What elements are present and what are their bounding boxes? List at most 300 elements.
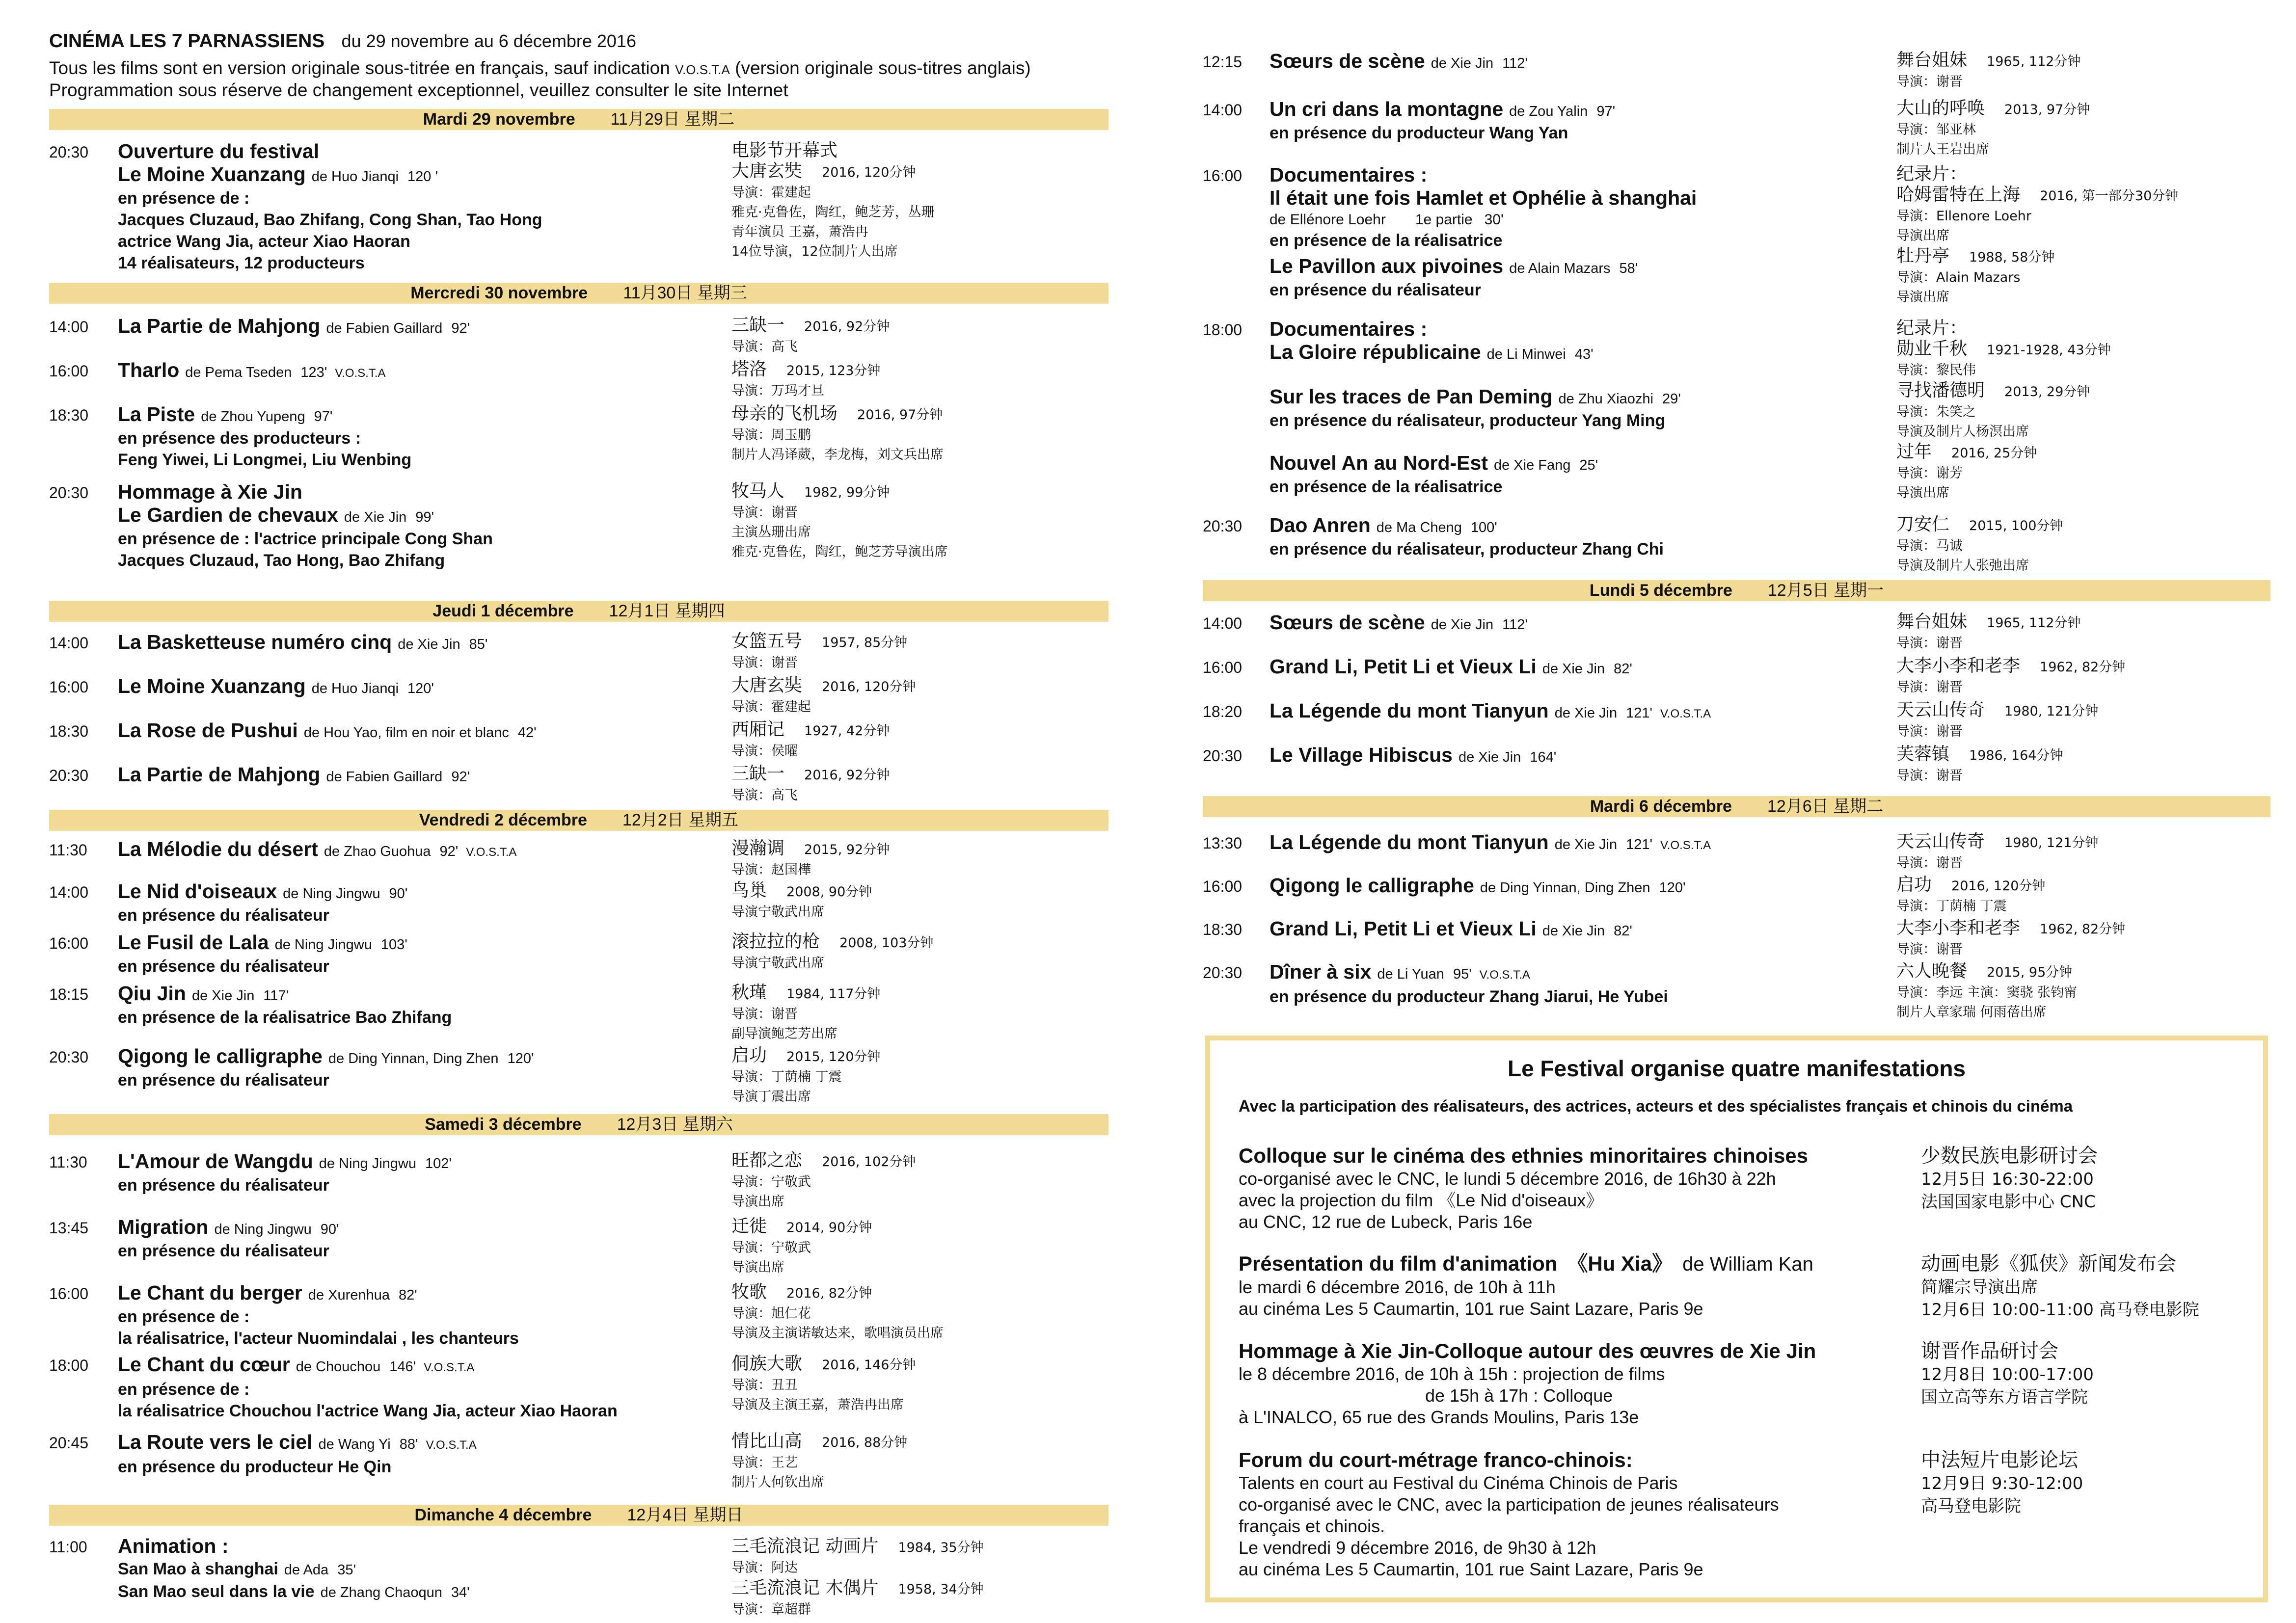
zh-title: 鸟巢 [731,880,767,901]
guest-line: la réalisatrice, l'acteur Nuomindalai , les chanteurs [118,1329,519,1348]
screening-time: 16:00 [49,678,89,696]
zh-director: 导演：马诚 [1896,538,1963,554]
film-length: 97' [1596,104,1616,119]
zh-title: 大李小李和老李 [1896,918,2021,938]
event-line: co-organisé avec le CNC, le lundi 5 décembre 2016, de 16h30 à 22h [1239,1169,1776,1189]
screening-time: 18:20 [1203,703,1243,720]
screening-time: 14:00 [1203,614,1243,632]
event-line-zh: 高马登电影院 [1921,1496,2021,1516]
film-director: de Ellénore Loehr [1270,212,1386,228]
zh-title: 秋瑾 [731,983,767,1003]
zh-meta: 2013, 29分钟 [2004,384,2090,399]
guest-line: en présence du producteur He Qin [118,1458,392,1476]
event-title: Hommage à Xie Jin [118,480,302,503]
film-director: de Xie Jin [191,988,255,1004]
film-length: 120 ' [407,169,438,185]
zh-guests: 导演出席 [731,1260,784,1275]
day-header-thu-1 [49,601,1108,622]
film-title: Le Village Hibiscus [1270,744,1453,766]
zh-title: 寻找潘德明 [1896,380,1985,400]
day-header-wed-30 [49,283,1108,304]
screening-zh [731,140,1124,262]
guest-line: en présence du réalisateur, producteur Zhang Chi [1270,540,1664,559]
zh-guests: 导演宁敬武出席 [731,905,824,920]
zh-meta: 1988, 58分钟 [1969,250,2055,265]
day-label-zh: 12月5日 星期一 [1767,581,1884,600]
zh-meta: 1962, 82分钟 [2040,922,2126,937]
event-line: Le vendredi 9 décembre 2016, de 9h30 à 12h [1239,1538,1596,1558]
header-line-2 [49,57,1108,80]
zh-director: 导演：旭仁花 [731,1306,811,1321]
zh-director: 导演：谢晋 [1896,942,1963,957]
guest-line: en présence du producteur Zhang Jiarui, He Yubei [1270,987,1668,1006]
film-director: de Hou Yao, film en noir et blanc [303,725,509,741]
film-length: 30' [1484,212,1504,228]
zh-director: 导演：Alain Mazars [1896,270,2021,285]
film-title: Le Chant du cœur [118,1353,290,1376]
film-director: de Ding Yinnan, Ding Zhen [1480,880,1650,896]
zh-title: 天云山传奇 [1896,831,1985,851]
film-title: La Partie de Mahjong [118,315,321,337]
film-length: 164' [1530,749,1557,765]
event-heading: Présentation du film d'animation [1239,1252,1558,1275]
film-length: 112' [1502,617,1528,633]
event-line-zh: 法国国家电影中心 CNC [1921,1192,2096,1212]
guest-line: en présence du réalisateur [118,1176,329,1195]
zh-guests: 雅克·克鲁佐，陶红，鲍芝芳，丛珊 [731,205,935,220]
zh-title: 勋业千秋 [1896,339,1968,359]
event-film: 《Hu Xia》 [1567,1252,1673,1275]
zh-director: 导演：万玛才旦 [731,383,824,399]
zh-guests: 导演及制片人杨溟出席 [1896,424,2029,439]
screening-time: 20:30 [49,1048,89,1066]
guest-line: Jacques Cluzaud, Bao Zhifang, Cong Shan, Tao Hong [118,211,542,229]
film-length: 120' [507,1051,534,1066]
screening-time: 18:30 [49,406,89,424]
film-part: 1e partie [1415,212,1473,228]
zh-meta: 2016, 146分钟 [822,1357,916,1373]
film-length: 100' [1470,520,1497,535]
zh-director: 导演：王艺 [731,1455,798,1470]
zh-guests: 主演丛珊出席 [731,525,811,540]
zh-guests: 青年演员 王嘉，萧浩冉 [731,224,868,239]
film-title: Sœurs de scène [1270,611,1425,634]
zh-meta: 1921-1928, 43分钟 [1987,343,2111,358]
event-line-zh: 12月9日 9:30-12:00 [1921,1474,2083,1493]
screening-time: 14:00 [1203,101,1243,119]
screening-time: 20:30 [49,143,89,161]
film-length: 88' [399,1437,418,1452]
film-director: de Xie Jin [1554,705,1618,721]
zh-director: 导演：丁荫楠 丁震 [731,1069,842,1085]
zh-title: 塔洛 [731,359,767,379]
zh-title: 大李小李和老李 [1896,656,2021,676]
guest-line: en présence de la réalisatrice [1270,478,1503,496]
day-label-fr: Mardi 6 décembre [1590,797,1732,816]
film-length: 34' [451,1585,470,1600]
zh-director: 导演：李远 主演：窦骁 张钧甯 [1896,985,2078,1000]
film-title: Le Gardien de chevaux [118,504,338,526]
film-director: de Ding Yinnan, Ding Zhen [328,1051,499,1066]
zh-title: 三毛流浪记 动画片 [731,1536,879,1556]
film-director: de Li Minwei [1486,346,1566,362]
zh-meta: 2016, 97分钟 [857,407,943,423]
zh-director: 导演：丁荫楠 丁震 [1896,899,2007,914]
zh-guests: 制片人冯译葳，李龙梅，刘文兵出席 [731,447,944,462]
guest-line: en présence du réalisateur [1270,281,1481,299]
screening-time: 14:00 [49,883,89,901]
event-line: français et chinois. [1239,1516,1385,1536]
event-line: au CNC, 12 rue de Lubeck, Paris 16e [1239,1212,1533,1232]
zh-meta: 2015, 123分钟 [786,363,881,378]
zh-title: 大山的呼唤 [1896,98,1985,118]
zh-director: 导演：Ellenore Loehr [1896,209,2031,224]
film-director: de Ada [284,1562,329,1578]
event-line: de 15h à 17h : Colloque [1425,1385,1613,1406]
zh-meta: 2015, 100分钟 [1969,518,2063,533]
box-subtitle: Avec la participation des réalisateurs, des actrices, acteurs et des spécialistes français et chinois du cinéma [1239,1097,2073,1115]
screening-time: 16:00 [1203,167,1243,185]
zh-meta: 1965, 112分钟 [1987,615,2081,631]
zh-meta: 1982, 99分钟 [804,485,890,500]
screening-time: 13:45 [49,1219,89,1237]
cinema-title: CINÉMA LES 7 PARNASSIENS [49,30,325,52]
zh-title: 迁徙 [731,1216,767,1236]
zh-director: 导演：丑丑 [731,1378,798,1393]
film-title: Qiu Jin [118,982,186,1005]
vosta-tag: V.O.S.T.A [675,62,730,77]
zh-meta: 2016, 82分钟 [786,1286,872,1301]
zh-director: 导演：谢晋 [1896,636,1963,651]
header-line-1 [49,30,1108,52]
film-length: 85' [469,637,488,652]
zh-guests: 导演出席 [1896,228,1949,243]
zh-event: 电影节开幕式 [731,140,838,160]
film-length: 121' [1626,837,1652,852]
zh-meta: 2015, 95分钟 [1987,965,2073,980]
film-length: 90' [320,1222,339,1237]
film-director: de Zou Yalin [1509,104,1588,119]
film-title: San Mao seul dans la vie [118,1582,315,1601]
zh-title: 舞台姐妹 [1896,612,1968,632]
day-label-fr: Samedi 3 décembre [425,1115,582,1134]
film-length: 92' [451,769,470,785]
zh-title: 女篮五号 [731,631,803,651]
film-title: Le Fusil de Lala [118,931,269,954]
film-length: 82' [398,1287,417,1303]
day-label-fr: Vendredi 2 décembre [419,811,587,829]
event-line: le 8 décembre 2016, de 10h à 15h : projection de films [1239,1364,1665,1384]
event-heading-zh: 少数民族电影研讨会 [1921,1144,2098,1167]
film-title: La Partie de Mahjong [118,763,321,786]
zh-meta: 1965, 112分钟 [1987,54,2081,69]
film-director: de Huo Jianqi [311,681,399,696]
day-header-sun-4 [49,1505,1108,1526]
zh-meta: 2008, 90分钟 [786,884,872,900]
header-line-3: Programmation sous réserve de changement exceptionnel, veuillez consulter le site Internet [49,80,788,100]
film-length: 42' [517,725,537,741]
film-title: La Piste [118,403,195,426]
zh-director: 导演：谢芳 [1896,466,1963,481]
zh-meta: 2016, 第一部分30分钟 [2040,188,2179,204]
film-director: de Li Yuan [1377,966,1444,982]
zh-title: 西厢记 [731,719,785,740]
day-label-zh: 11月29日 星期二 [610,110,735,129]
film-director: de Chouchou [296,1359,381,1375]
zh-title: 刀安仁 [1896,514,1950,534]
festival-events-box [1205,1036,2268,1602]
event-heading: Hommage à Xie Jin-Colloque autour des œuvres de Xie Jin [1239,1339,1816,1362]
screening-time: 11:30 [49,1153,87,1171]
film-length: 43' [1574,346,1594,362]
screening-time: 20:30 [49,767,89,784]
film-director: de Xie Jin [1458,749,1521,765]
zh-guests: 导演出席 [1896,485,1949,501]
film-title: La Gloire républicaine [1270,341,1481,363]
zh-director: 导演：黎民伟 [1896,363,1976,378]
zh-director: 导演：谢晋 [731,1007,798,1022]
zh-meta: 2015, 92分钟 [804,842,890,857]
zh-meta: 1984, 35分钟 [898,1540,984,1555]
zh-director: 导演：谢晋 [1896,855,1963,871]
film-length: 82' [1614,661,1632,677]
film-title: Un cri dans la montagne [1270,98,1504,120]
film-title: L'Amour de Wangdu [118,1150,313,1172]
zh-title: 牧歌 [731,1282,767,1302]
screening-time: 12:15 [1203,53,1243,71]
film-title: Qigong le calligraphe [1270,874,1474,897]
day-label-fr: Lundi 5 décembre [1589,581,1732,600]
guest-line: en présence du réalisateur [118,957,329,976]
day-label-fr: Jeudi 1 décembre [432,602,574,620]
guest-line: en présence du réalisateur [118,1071,329,1090]
film-director: de Zhao Guohua [324,844,431,859]
zh-director: 导演：谢晋 [1896,768,1963,783]
zh-title: 启功 [731,1045,767,1065]
zh-meta: 1980, 121分钟 [2004,704,2099,719]
day-label-zh: 12月4日 星期日 [627,1506,743,1524]
screening-time: 20:30 [1203,964,1243,982]
screening-time: 20:45 [49,1434,89,1452]
zh-title: 牡丹亭 [1896,246,1950,266]
film-length: 103' [380,937,407,953]
film-title: Migration [118,1216,209,1238]
zh-meta: 2008, 103分钟 [839,935,934,951]
zh-director: 导演：谢晋 [1896,74,1963,89]
zh-meta: 2016, 92分钟 [804,768,890,783]
film-length: 82' [1614,923,1632,939]
screening-time: 20:30 [49,484,89,502]
zh-title: 天云山传奇 [1896,700,1985,720]
event-line-zh: 简耀宗导演出席 [1921,1277,2038,1297]
film-title: Grand Li, Petit Li et Vieux Li [1270,917,1537,940]
screening-time: 18:30 [49,722,89,740]
vosta-tag: V.O.S.T.A [1479,968,1530,982]
screening-fr [118,140,756,274]
zh-director: 导演：谢晋 [1896,680,1963,695]
zh-title: 启功 [1896,875,1932,895]
vosta-tag: V.O.S.T.A [426,1438,477,1452]
film-title: Qigong le calligraphe [118,1045,323,1067]
film-director: de Ning Jingwu [319,1156,416,1171]
zh-meta: 1958, 34分钟 [898,1582,984,1597]
screening-time: 18:00 [1203,321,1243,339]
screening-time: 18:00 [49,1357,89,1374]
event-line: avec la projection du film 《Le Nid d'oiseaux》 [1239,1190,1604,1210]
zh-title: 漫瀚调 [731,838,785,858]
film-length: 146' [389,1359,416,1375]
zh-director: 导演：周玉鹏 [731,427,811,443]
event-line: co-organisé avec le CNC, avec la participation de jeunes réalisateurs [1239,1494,1779,1515]
day-header-tue-29 [49,109,1108,130]
zh-title: 过年 [1896,442,1932,462]
zh-guests: 导演丁震出席 [731,1089,811,1104]
film-title: Le Moine Xuanzang [118,675,306,697]
film-title: Grand Li, Petit Li et Vieux Li [1270,655,1537,678]
event-line-zh: 12月6日 10:00-11:00 高马登电影院 [1921,1300,2199,1320]
zh-guests: 雅克·克鲁佐，陶红，鲍芝芳导演出席 [731,544,948,559]
zh-director: 导演：阿达 [731,1560,798,1575]
zh-title: 母亲的飞机场 [731,403,838,424]
film-title: Tharlo [118,359,180,381]
film-director: de Xie Jin [1542,661,1605,677]
zh-guests: 制片人王岩出席 [1896,142,1989,157]
screening-time: 16:00 [1203,659,1243,676]
event-line: à L'INALCO, 65 rue des Grands Moulins, Paris 13e [1239,1407,1639,1427]
day-header-sat-3 [49,1114,1108,1135]
zh-meta: 1986, 164分钟 [1969,748,2063,763]
film-title: Le Nid d'oiseaux [118,880,277,903]
zh-director: 导演：宁敬武 [731,1240,811,1255]
guest-line: en présence de : [118,1307,250,1326]
guest-line: actrice Wang Jia, acteur Xiao Haoran [118,232,410,251]
film-length: 35' [337,1562,356,1578]
event-title: Animation : [118,1535,229,1557]
zh-title: 哈姆雷特在上海 [1896,185,2021,205]
guest-line: en présence du réalisateur, producteur Yang Ming [1270,411,1666,430]
film-title: La Basketteuse numéro cinq [118,631,392,653]
guest-line: en présence du réalisateur [118,906,329,925]
zh-title: 旺都之恋 [731,1150,803,1171]
event-heading-zh: 动画电影《狐侠》新闻发布会 [1921,1252,2176,1275]
event-line: au cinéma Les 5 Caumartin, 101 rue Saint Lazare, Paris 9e [1239,1559,1703,1579]
screening-time: 13:30 [1203,834,1243,852]
film-director: de Zhang Chaoqun [320,1585,442,1600]
film-length: 120' [1659,880,1686,896]
film-title: Il était une fois Hamlet et Ophélie à shanghai [1270,186,1697,209]
guest-line: 14 réalisateurs, 12 producteurs [118,254,365,272]
zh-title: 舞台姐妹 [1896,50,1968,70]
day-label-fr: Mardi 29 novembre [423,110,575,129]
zh-guests: 制片人何钦出席 [731,1475,824,1490]
zh-meta: 2016, 88分钟 [822,1435,908,1450]
vosta-tag: V.O.S.T.A [1660,839,1711,852]
vost-note: Tous les films sont en version originale sous-titrée en français, sauf indication [49,58,670,78]
film-director: de Xie Jin [1431,617,1494,633]
day-label-zh: 11月30日 星期三 [623,284,747,302]
festival-dates: du 29 novembre au 6 décembre 2016 [341,31,636,51]
film-length: 95' [1453,966,1472,982]
zh-director: 导演：侯曜 [731,744,798,759]
guest-line: en présence de la réalisatrice [1270,231,1503,250]
zh-title: 侗族大歌 [731,1354,803,1374]
zh-guests: 导演及主演王嘉，萧浩冉出席 [731,1397,904,1412]
event-line: Talents en court au Festival du Cinéma Chinois de Paris [1239,1473,1678,1493]
film-director: de Ma Cheng [1376,520,1462,535]
guest-line: en présence du réalisateur [118,1242,329,1260]
zh-guests: 14位导演，12位制片人出席 [731,244,898,259]
day-label-fr: Dimanche 4 décembre [414,1506,592,1524]
film-title: Sœurs de scène [1270,50,1425,72]
zh-guests: 导演宁敬武出席 [731,956,824,971]
film-title: Dîner à six [1270,960,1372,983]
event-heading: Colloque sur le cinéma des ethnies minoritaires chinoises [1239,1144,1809,1167]
screening-time: 16:00 [49,362,89,380]
film-director: de Xie Jin [344,509,407,525]
zh-title: 三缺一 [731,315,785,335]
film-director: de Alain Mazars [1509,261,1611,276]
film-title: Le Pavillon aux pivoines [1270,255,1504,277]
guest-line: en présence des producteurs : [118,429,361,448]
zh-director: 导演：霍建起 [731,699,811,715]
guest-line: en présence du producteur Wang Yan [1270,124,1568,142]
zh-director: 导演：谢晋 [731,505,798,520]
day-header-fri-2 [49,810,1108,831]
zh-meta: 2016, 25分钟 [1951,446,2037,461]
film-length: 92' [439,844,459,859]
zh-guests: 导演出席 [731,1194,784,1209]
guest-line: Jacques Cluzaud, Tao Hong, Bao Zhifang [118,551,445,570]
zh-title: 六人晚餐 [1896,961,1968,981]
guest-line: en présence de : [118,1380,250,1399]
film-director: de Wang Yi [318,1437,391,1452]
film-director: de Ning Jingwu [274,937,372,953]
zh-director: 导演：霍建起 [731,185,811,200]
event-line: le mardi 6 décembre 2016, de 10h à 11h [1239,1277,1556,1297]
zh-event: 纪录片： [1896,164,1968,184]
film-title: Nouvel An au Nord-Est [1270,452,1488,474]
event-line-zh: 12月8日 10:00-17:00 [1921,1365,2094,1384]
zh-director: 导演：高飞 [731,788,798,803]
guest-line: Feng Yiwei, Li Longmei, Liu Wenbing [118,451,412,469]
day-label-zh: 12月1日 星期四 [609,602,725,620]
zh-meta: 2016, 120分钟 [822,679,916,694]
day-header-tue-6 [1203,796,2270,817]
film-length: 99' [415,509,434,525]
zh-guests: 制片人章家瑞 何雨蓓出席 [1896,1005,2047,1020]
film-director: de Xie Jin [1554,837,1618,852]
event-title: Ouverture du festival [118,140,320,162]
film-director: de Zhou Yupeng [201,409,305,425]
zh-guests: 导演出席 [1896,290,1949,305]
zh-title: 滚拉拉的枪 [731,931,820,952]
film-title: Dao Anren [1270,514,1371,536]
zh-director: 导演：高飞 [731,339,798,354]
film-director: de Fabien Gaillard [326,320,443,336]
day-label-zh: 12月2日 星期五 [622,811,739,829]
film-director: de Ning Jingwu [214,1222,312,1237]
screening-time: 16:00 [1203,878,1243,895]
film-length: 123' [300,365,327,380]
film-director: de Xie Fang [1493,457,1571,473]
zh-meta: 1957, 85分钟 [822,635,908,650]
zh-meta: 1980, 121分钟 [2004,835,2099,851]
screening-time: 14:00 [49,318,89,336]
screening-time: 14:00 [49,634,89,652]
event-heading-zh: 中法短片电影论坛 [1921,1449,2078,1471]
film-director: de Ning Jingwu [283,886,380,902]
film-director: de Zhu Xiaozhi [1558,391,1653,407]
